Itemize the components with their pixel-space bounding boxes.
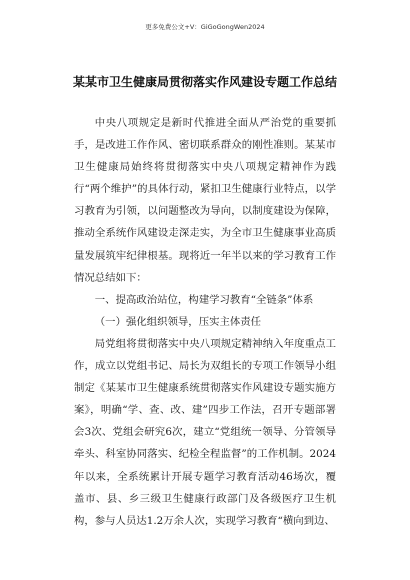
section-heading: 一、提高政治站位，构建学习教育“全链条”体系: [94, 293, 314, 306]
document-body: [74, 112, 336, 532]
subsection-paragraph: 局党组将贯彻落实中央八项规定精神纳入年度重点工作，成立以党组书记、局长为双组长的专项工作领导小组制定《某某市卫生健康系统贯彻落实作风建设专题实施方案》，明确“学、查、改、建”四步工作法，召开专题部署会3次、党组会研究6次，建立“党组统一领导、分管领导牵头、科室协同落实、纪检全程监督”的工作机制。2024年以来，全系统累计开展专题学习教育活动46场次，覆盖市、县、乡三级卫生健康行政部门及各级医疗卫生机构，参与人员达1.2万余人次，实现学习教育“横向到边、: [74, 337, 336, 527]
subsection-heading: （一）强化组织领导，压实主体责任: [94, 315, 262, 328]
watermark-text: 更多免费公文+V：GiGoGongWen2024: [145, 23, 265, 31]
intro-paragraph: 中央八项规定是新时代推进全面从严治党的重要抓手，是改进工作作风、密切联系群众的刚性准则。某某市卫生健康局始终将贯彻落实中央八项规定精神作为践行“两个维护”的具体行动，紧扣卫生健康行业特点，以学习教育为引领，以问题整改为导向，以制度建设为保障，推动全系统作风建设走深走实，为全市卫生健康事业高质量发展筑牢纪律根基。现将近一年半以来的学习教育工作情况总结如下：: [74, 117, 336, 284]
document-title: 某某市卫生健康局贯彻落实作风建设专题工作总结: [72, 75, 337, 89]
